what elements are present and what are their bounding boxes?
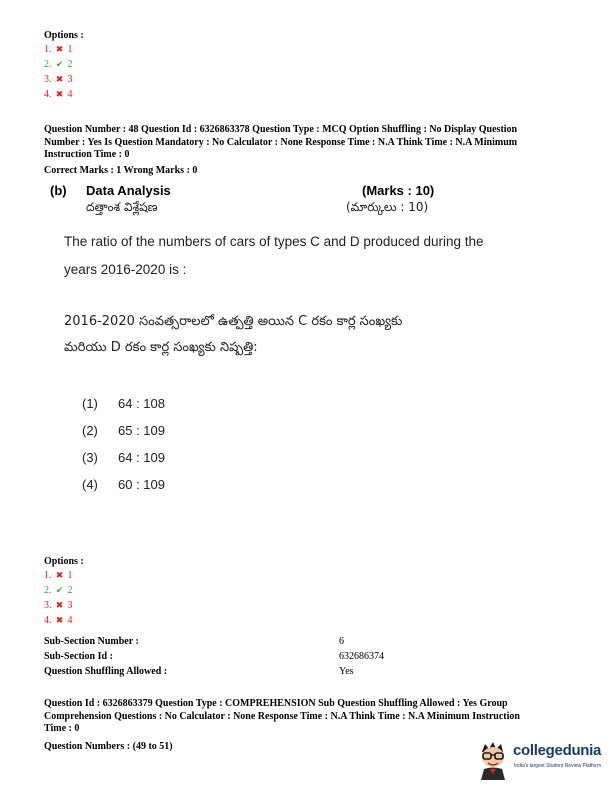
answer-choice <box>82 477 282 504</box>
option-number: 4. <box>44 615 52 626</box>
options-label: Options : <box>44 30 84 41</box>
subsection-number-value: 6 <box>339 636 344 647</box>
cross-icon: ✖ <box>55 89 64 99</box>
option-text: 3 <box>67 74 73 85</box>
shuffle-label: Question Shuffling Allowed : <box>44 666 168 677</box>
meta-line: Question Number : 48 Question Id : 6326863378 Question Type : MCQ Option Shuffling : No Display Question <box>44 124 518 135</box>
option-number: 2. <box>44 585 52 596</box>
question-text-line: The ratio of the numbers of cars of types C and D produced during the <box>64 234 484 249</box>
answer-choice <box>82 396 282 423</box>
option-item <box>44 72 84 87</box>
option-number: 1. <box>44 570 52 581</box>
options-label: Options : <box>44 556 84 567</box>
option-item <box>44 598 84 613</box>
option-item <box>44 42 84 57</box>
option-number: 3. <box>44 600 52 611</box>
option-text: 4 <box>67 615 73 626</box>
option-number: 1. <box>44 44 52 55</box>
subsection-number-label: Sub-Section Number : <box>44 636 139 647</box>
question-meta <box>44 124 569 177</box>
subsection-row <box>44 636 444 651</box>
choice-number: (4) <box>82 477 98 492</box>
option-item <box>44 583 84 598</box>
question-text-telugu-line: మరియు D రకం కార్ల సంఖ్యకు నిష్పత్తి: <box>64 340 258 355</box>
option-number: 2. <box>44 59 52 70</box>
question-text-telugu-line: 2016-2020 సంవత్సరాలలో ఉత్పత్తి అయిన C రకం కార్ల సంఖ్యకు <box>64 314 403 329</box>
subsection-table <box>44 636 444 681</box>
logo-tagline: India's largest Student Review Platform <box>514 763 602 769</box>
choice-number: (3) <box>82 450 98 465</box>
meta-line: Time : 0 <box>44 723 80 734</box>
cross-icon: ✖ <box>55 615 64 625</box>
marks-line: Correct Marks : 1 Wrong Marks : 0 <box>44 164 198 176</box>
marks-label: (Marks : 10) <box>362 183 435 198</box>
bottom-options <box>44 556 84 628</box>
choice-text: 64 : 108 <box>118 396 165 411</box>
cross-icon: ✖ <box>55 570 64 580</box>
answer-choice <box>82 423 282 450</box>
question-numbers: Question Numbers : (49 to 51) <box>44 740 173 752</box>
choice-text: 64 : 109 <box>118 450 165 465</box>
cross-icon: ✖ <box>55 44 64 54</box>
answer-choice <box>82 450 282 477</box>
top-options <box>44 30 84 102</box>
subsection-row <box>44 666 444 681</box>
option-text: 1 <box>67 570 73 581</box>
meta-line: Number : Yes Is Question Mandatory : No Calculator : None Response Time : N.A Think Time : N.A Minimum <box>44 136 518 148</box>
meta-line: Instruction Time : 0 <box>44 149 130 160</box>
option-text: 1 <box>67 44 73 55</box>
meta-line: Comprehension Questions : No Calculator : None Response Time : N.A Think Time : N.A Minimum Instruction <box>44 710 520 722</box>
answer-choices <box>82 396 282 504</box>
option-item <box>44 613 84 628</box>
logo-brand: collegedunia <box>513 742 602 759</box>
collegedunia-logo <box>476 738 604 782</box>
cross-icon: ✖ <box>55 600 64 610</box>
option-number: 4. <box>44 89 52 100</box>
option-item <box>44 87 84 102</box>
choice-number: (1) <box>82 396 98 411</box>
subsection-id-label: Sub-Section Id : <box>44 651 113 662</box>
option-text: 3 <box>67 600 73 611</box>
option-number: 3. <box>44 74 52 85</box>
shuffle-value: Yes <box>339 666 354 677</box>
section-title: Data Analysis <box>86 183 171 198</box>
choice-number: (2) <box>82 423 98 438</box>
cross-icon: ✖ <box>55 74 64 84</box>
choice-text: 60 : 109 <box>118 477 165 492</box>
option-text: 4 <box>67 89 73 100</box>
subsection-row <box>44 651 444 666</box>
question-part: (b) <box>50 183 67 198</box>
option-text: 2 <box>67 59 73 70</box>
choice-text: 65 : 109 <box>118 423 165 438</box>
check-icon: ✔ <box>55 59 64 69</box>
subsection-id-value: 632686374 <box>339 651 384 662</box>
section-title-telugu: దత్తాంశ విశ్లేషణ <box>86 200 158 214</box>
option-item <box>44 568 84 583</box>
option-text: 2 <box>67 585 73 596</box>
option-item <box>44 57 84 72</box>
meta-line: Question Id : 6326863379 Question Type : COMPREHENSION Sub Question Shuffling Allowed : Yes Group <box>44 698 508 709</box>
student-mascot-icon <box>476 740 510 780</box>
marks-label-telugu: (మార్కులు : 10) <box>346 200 429 214</box>
question-text-line: years 2016-2020 is : <box>64 262 187 277</box>
check-icon: ✔ <box>55 585 64 595</box>
